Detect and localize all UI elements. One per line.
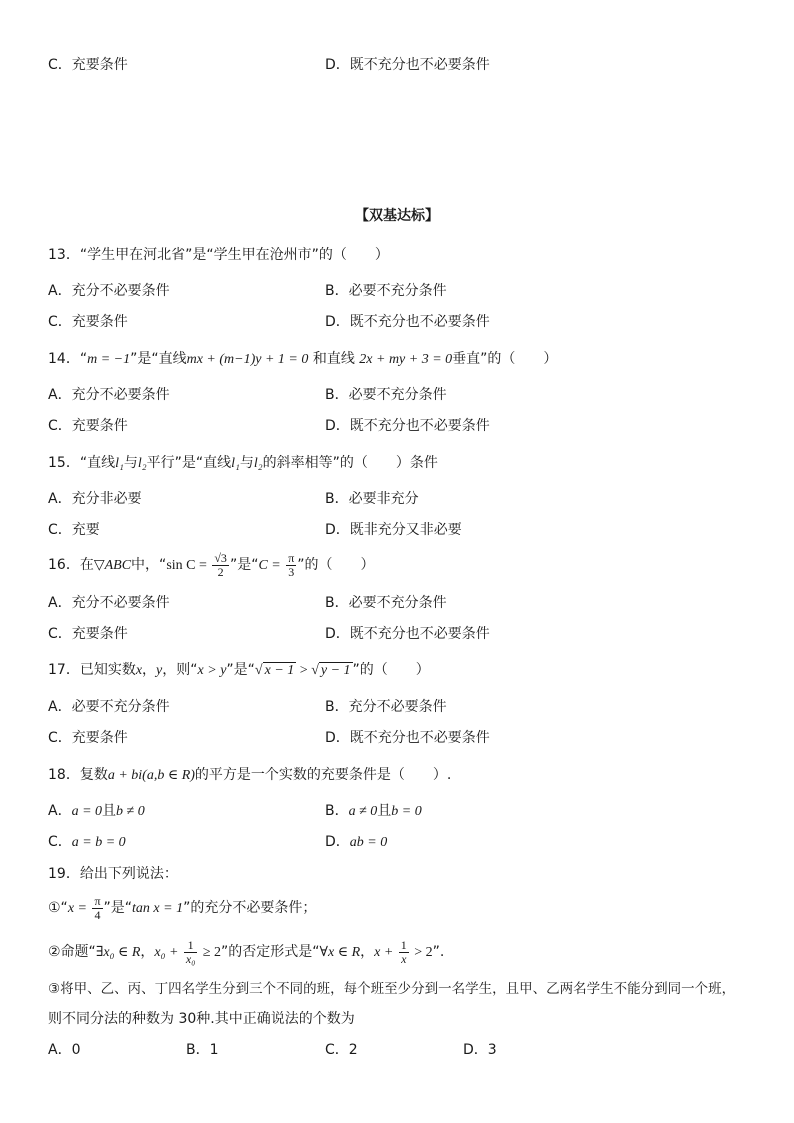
q18-pre: 18．复数 (48, 767, 108, 783)
q15-l1: l₁ (115, 456, 124, 471)
q19-s2-pre: ②命题“ (48, 944, 96, 960)
question-15-stem (48, 453, 438, 474)
q15-option-d: D．既非充分又非必要 (325, 522, 462, 538)
q17-option-d: D．既不充分也不必要条件 (325, 730, 490, 746)
question-14-stem (48, 349, 557, 370)
q18-b-pre: B． (325, 803, 349, 819)
q14-post: 垂直”的（ ） (452, 351, 558, 367)
q15-option-b: B．必要非充分 (325, 491, 419, 507)
q16-triangle: ▽ABC (93, 558, 132, 573)
q19-s2-num: 1 (184, 939, 198, 953)
q19-s1-x: x = (67, 901, 87, 916)
q16-option-a: A．充分不必要条件 (48, 595, 170, 611)
q18-option-c (48, 832, 126, 853)
q19-s1-fraction (92, 895, 102, 922)
q14-line2: 2x + my + 3 = 0 (359, 352, 453, 367)
q16-fraction-1 (212, 552, 229, 579)
q14-pre: 14．“ (48, 351, 88, 367)
question-17-stem (48, 660, 430, 681)
q18-option-a (48, 801, 145, 822)
q18-option-b (325, 801, 422, 822)
q19-s2-m2: x₀ + (154, 945, 179, 960)
q18-d-m: ab = 0 (349, 835, 388, 850)
q16-fraction-2 (286, 552, 296, 579)
q17-x: x (135, 663, 143, 678)
q16-num1: √3 (214, 550, 227, 565)
q18-option-d (325, 832, 387, 853)
q14-line1: mx + (m−1)y + 1 = 0 (186, 352, 309, 367)
q17-option-a: A．必要不充分条件 (48, 699, 170, 715)
q18-b-w: 且 (377, 803, 392, 819)
q13-option-c: C．充要条件 (48, 314, 128, 330)
q19-s1-num: π (94, 893, 101, 908)
question-18-stem (48, 765, 451, 786)
q14-option-b: B．必要不充分条件 (325, 387, 447, 403)
q18-c-m: a = b = 0 (71, 835, 126, 850)
q19-s2-comma2: ， (360, 944, 375, 960)
q18-expr: a + bi(a,b ∈ R) (107, 768, 195, 783)
q19-s2-den: x₀ (185, 951, 196, 966)
q19-s2-fraction-2 (399, 939, 409, 966)
q16-option-d: D．既不充分也不必要条件 (325, 626, 490, 642)
q15-pre: 15．“直线 (48, 455, 116, 471)
q19-statement-3-line-2: 则不同分法的种数为 30种.其中正确说法的个数为 (48, 1011, 355, 1027)
q18-b-m1: a ≠ 0 (348, 804, 378, 819)
q16-den2: 3 (288, 564, 295, 579)
q15-l2b: l₂ (253, 456, 263, 471)
q19-s2-m1: ∃x₀ ∈ R (95, 945, 141, 960)
q19-statement-3-line-1: ③将甲、乙、丙、丁四名学生分到三个不同的班，每个班至少分到一名学生，且甲、乙两名学生不能分到同一个班， (48, 981, 736, 997)
q16-option-c: C．充要条件 (48, 626, 128, 642)
q18-a-m2: b ≠ 0 (116, 804, 145, 819)
q14-mid2: 和直线 (312, 351, 355, 367)
q18-d-pre: D． (325, 834, 350, 850)
q19-s2-post: ”. (432, 944, 445, 960)
q18-c-pre: C． (48, 834, 72, 850)
q15-w1: 与 (123, 455, 138, 471)
q13-option-b: B．必要不充分条件 (325, 283, 447, 299)
q15-w2: 与 (239, 455, 254, 471)
q19-s2-m6: > 2 (414, 945, 433, 960)
q17-option-c: C．充要条件 (48, 730, 128, 746)
q19-s1-mid: ”是“ (103, 900, 133, 916)
q18-a-m1: a = 0 (71, 804, 103, 819)
q16-den1: 2 (217, 564, 224, 579)
q18-post: 的平方是一个实数的充要条件是（ ）. (194, 767, 452, 783)
q17-gt: > (296, 663, 312, 678)
q13-option-a: A．充分不必要条件 (48, 283, 170, 299)
q16-mid1: 中，“ (131, 557, 167, 573)
q17-pre: 17．已知实数 (48, 662, 136, 678)
q17-radical-1: √ (254, 663, 263, 678)
q17-cond: x > y (197, 663, 227, 678)
q17-post: ”的（ ） (352, 662, 430, 678)
q14-option-a: A．充分不必要条件 (48, 387, 170, 403)
q16-option-b: B．必要不充分条件 (325, 595, 447, 611)
q14-mid1: ”是“直线 (130, 351, 187, 367)
q16-sin: sin C = (166, 558, 207, 573)
q19-statement-2 (48, 937, 444, 968)
q15-post: 的斜率相等”的（ ）条件 (262, 455, 438, 471)
q14-option-d: D．既不充分也不必要条件 (325, 418, 490, 434)
q17-sqrt-1: x − 1 (264, 663, 295, 678)
q16-pre: 16．在 (48, 557, 94, 573)
q16-c: C = (258, 558, 281, 573)
q13-option-d: D．既不充分也不必要条件 (325, 314, 490, 330)
question-16-stem (48, 550, 375, 581)
q15-l2: l₂ (137, 456, 147, 471)
q19-option-c: C．2 (325, 1042, 358, 1058)
option-c: C．充要条件 (48, 57, 128, 73)
q17-y: y (156, 663, 163, 678)
q19-s2-m3: ≥ 2 (202, 945, 222, 960)
q17-radical-2: √ (311, 663, 319, 678)
q18-b-m2: b = 0 (391, 804, 422, 819)
section-title: 【双基达标】 (355, 208, 439, 224)
q15-l1b: l₁ (231, 456, 240, 471)
q19-s2-num2: 1 (400, 937, 407, 952)
q19-s2-comma: ， (140, 944, 155, 960)
q14-option-c: C．充要条件 (48, 418, 128, 434)
q19-s1-pre: ①“ (48, 900, 68, 916)
q16-mid2: ”是“ (229, 557, 259, 573)
q19-option-d: D．3 (463, 1042, 497, 1058)
q15-option-c: C．充要 (48, 522, 100, 538)
question-13-stem: 13．“学生甲在河北省”是“学生甲在沧州市”的（ ） (48, 247, 389, 263)
question-19-stem: 19．给出下列说法： (48, 866, 178, 882)
q16-post: ”的（ ） (297, 557, 375, 573)
q19-statement-1 (48, 893, 316, 924)
q19-s1-den: 4 (94, 907, 101, 922)
q17-option-b: B．充分不必要条件 (325, 699, 447, 715)
q19-s2-m4: ∀x ∈ R (319, 945, 361, 960)
q17-mid1: ，则“ (162, 662, 198, 678)
q19-s1-post: ”的充分不必要条件； (183, 900, 317, 916)
q19-option-a: A．0 (48, 1042, 81, 1058)
q14-cond: m = −1 (87, 352, 131, 367)
q19-option-b: B．1 (186, 1042, 219, 1058)
option-d: D．既不充分也不必要条件 (325, 57, 490, 73)
q15-option-a: A．充分非必要 (48, 491, 142, 507)
q17-sqrt-2: y − 1 (320, 663, 351, 678)
q17-comma: ， (142, 662, 157, 678)
q19-s2-m5: x + (374, 945, 394, 960)
q19-s2-mid: ”的否定形式是“ (221, 944, 320, 960)
q16-num2: π (288, 550, 295, 565)
q19-s1-tan: tan x = 1 (132, 901, 184, 916)
q18-a-pre: A． (48, 803, 72, 819)
q15-mid: 平行”是“直线 (146, 455, 232, 471)
q17-mid2: ”是“ (226, 662, 255, 678)
q19-s2-den2: x (401, 951, 407, 966)
q19-s2-fraction-1 (184, 939, 198, 966)
q18-a-w: 且 (102, 803, 117, 819)
